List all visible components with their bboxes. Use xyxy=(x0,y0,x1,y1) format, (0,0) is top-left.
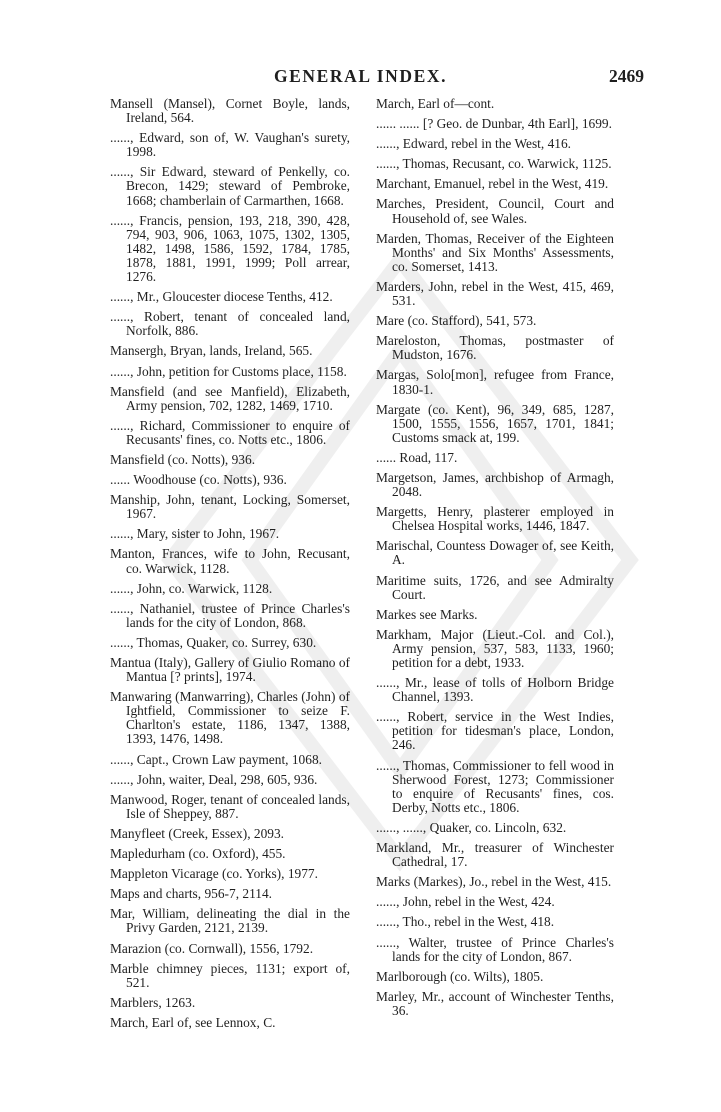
index-entry: Margetson, James, archbishop of Armagh, 2048. xyxy=(376,469,614,500)
index-entry: Markland, Mr., treasurer of Winchester Cathedral, 17. xyxy=(376,840,614,870)
index-entry: ...... ...... [? Geo. de Dunbar, 4th Earl], 1699. xyxy=(376,116,612,132)
index-entry: Mansell (Mansel), Cornet Boyle, lands, Ireland, 564. xyxy=(110,96,350,126)
index-entry: ......, Francis, pension, 193, 218, 390, 428, 794, 903, 906, 1063, 1075, 1302, 1305, 1482, 1498, 1586, 1592, 1784, 1785, 1878, 1881, 1991, 1999; Poll arrear, 1276. xyxy=(110,212,350,285)
index-entry: ...... Road, 117. xyxy=(376,449,458,465)
index-entry: ......, Mr., lease of tolls of Holborn Bridge Channel, 1393. xyxy=(376,675,614,705)
index-entry: ......, Robert, service in the West Indies, petition for tidesman's place, London, 246. xyxy=(376,709,614,753)
index-entry: Mansfield (and see Manfield), Elizabeth, Army pension, 702, 1282, 1469, 1710. xyxy=(110,383,350,413)
index-entry: ......, Robert, tenant of concealed land, Norfolk, 886. xyxy=(110,309,350,339)
index-entry: ...... Woodhouse (co. Notts), 936. xyxy=(110,472,287,488)
index-entry: ......, Edward, son of, W. Vaughan's surety, 1998. xyxy=(110,130,350,160)
index-entry: ......, Capt., Crown Law payment, 1068. xyxy=(110,751,322,767)
index-entry: Marazion (co. Cornwall), 1556, 1792. xyxy=(110,940,314,956)
index-entry: ......, Thomas, Commissioner to fell wood in Sherwood Forest, 1273; Commissioner to enquire of Recusants' fines, cos. Derby, Notts etc., 1806. xyxy=(376,757,614,815)
index-entry: Marblers, 1263. xyxy=(110,994,196,1010)
index-entry: Mareloston, Thomas, postmaster of Mudston, 1676. xyxy=(376,333,614,363)
index-entry: Maritime suits, 1726, and see Admiralty Court. xyxy=(376,572,614,602)
index-entry: ......, Richard, Commissioner to enquire of Recusants' fines, co. Notts etc., 1806. xyxy=(110,417,350,447)
index-entry: Manwaring (Manwarring), Charles (John) of Ightfield, Commissioner to seize F. Charlton's estate, 1186, 1347, 1388, 1393, 1476, 1498. xyxy=(110,689,350,747)
index-entry: ......, Nathaniel, trustee of Prince Charles's lands for the city of London, 868. xyxy=(110,600,350,630)
index-column-right xyxy=(376,97,614,1024)
index-entry: Markes see Marks. xyxy=(376,606,478,622)
page-header xyxy=(0,66,721,90)
index-entry: ......, John, co. Warwick, 1128. xyxy=(110,580,273,596)
index-entry: ......, Tho., rebel in the West, 418. xyxy=(376,914,555,930)
index-entry: Margas, Solo[mon], refugee from France, 1830-1. xyxy=(376,367,614,397)
index-entry: Manyfleet (Creek, Essex), 2093. xyxy=(110,825,285,841)
index-entry: Margetts, Henry, plasterer employed in Chelsea Hospital works, 1446, 1847. xyxy=(376,504,614,534)
page-number: 2469 xyxy=(609,66,644,86)
index-entry: ......, Walter, trustee of Prince Charles's lands for the city of London, 867. xyxy=(376,934,614,964)
index-entry: ......, Mary, sister to John, 1967. xyxy=(110,526,280,542)
index-entry: March, Earl of—cont. xyxy=(376,96,495,111)
index-entry: March, Earl of, see Lennox, C. xyxy=(110,1014,276,1030)
page-title: GENERAL INDEX. xyxy=(273,66,448,86)
index-entry: Marlborough (co. Wilts), 1805. xyxy=(376,968,544,984)
index-entry: ......, John, petition for Customs place, 1158. xyxy=(110,363,347,379)
index-entry: Margate (co. Kent), 96, 349, 685, 1287, 1500, 1555, 1556, 1657, 1701, 1841; Customs smack at, 199. xyxy=(376,401,614,445)
index-entry: Marischal, Countess Dowager of, see Keith, A. xyxy=(376,538,614,568)
index-entry: Marble chimney pieces, 1131; export of, 521. xyxy=(110,960,350,990)
index-entry: Mare (co. Stafford), 541, 573. xyxy=(376,313,537,329)
index-entry: Marks (Markes), Jo., rebel in the West, 415. xyxy=(376,874,612,890)
index-entry: ......, Sir Edward, steward of Penkelly, co. Brecon, 1429; steward of Pembroke, 1668; chamberlain of Carmarthen, 1668. xyxy=(110,164,350,208)
index-entry: Mansergh, Bryan, lands, Ireland, 565. xyxy=(110,343,313,359)
index-entry: Mar, William, delineating the dial in the Privy Garden, 2121, 2139. xyxy=(110,906,350,936)
index-entry: Marden, Thomas, Receiver of the Eighteen Months' and Six Months' Assessments, co. Somerset, 1413. xyxy=(376,230,614,274)
index-entry: Marchant, Emanuel, rebel in the West, 419. xyxy=(376,176,609,192)
index-entry: Manship, John, tenant, Locking, Somerset, 1967. xyxy=(110,492,350,522)
index-entry: Marders, John, rebel in the West, 415, 469, 531. xyxy=(376,278,614,309)
index-entry: ......, ......, Quaker, co. Lincoln, 632. xyxy=(376,819,567,835)
index-entry: Marches, President, Council, Court and Household of, see Wales. xyxy=(376,196,614,226)
index-entry: Manton, Frances, wife to John, Recusant, co. Warwick, 1128. xyxy=(110,546,350,576)
index-entry: ......, John, rebel in the West, 424. xyxy=(376,894,555,910)
index-entry: Mapledurham (co. Oxford), 455. xyxy=(110,846,286,862)
index-entry: Markham, Major (Lieut.-Col. and Col.), Army pension, 537, 583, 1133, 1960; petition for a debt, 1933. xyxy=(376,626,614,670)
index-entry: Mansfield (co. Notts), 936. xyxy=(110,451,256,467)
index-column-left xyxy=(110,97,350,1036)
index-entry: ......, John, waiter, Deal, 298, 605, 936. xyxy=(110,771,318,787)
index-entry: ......, Thomas, Quaker, co. Surrey, 630. xyxy=(110,634,317,650)
index-entry: Maps and charts, 956-7, 2114. xyxy=(110,886,273,902)
index-entry: Manwood, Roger, tenant of concealed lands, Isle of Sheppey, 887. xyxy=(110,791,350,821)
index-entry: ......, Edward, rebel in the West, 416. xyxy=(376,136,572,152)
index-entry: Mantua (Italy), Gallery of Giulio Romano of Mantua [? prints], 1974. xyxy=(110,655,350,685)
index-entry: ......, Mr., Gloucester diocese Tenths, 412. xyxy=(110,289,333,305)
index-entry: ......, Thomas, Recusant, co. Warwick, 1125. xyxy=(376,156,612,172)
index-entry: Mappleton Vicarage (co. Yorks), 1977. xyxy=(110,866,318,882)
index-entry: Marley, Mr., account of Winchester Tenths, 36. xyxy=(376,988,614,1018)
